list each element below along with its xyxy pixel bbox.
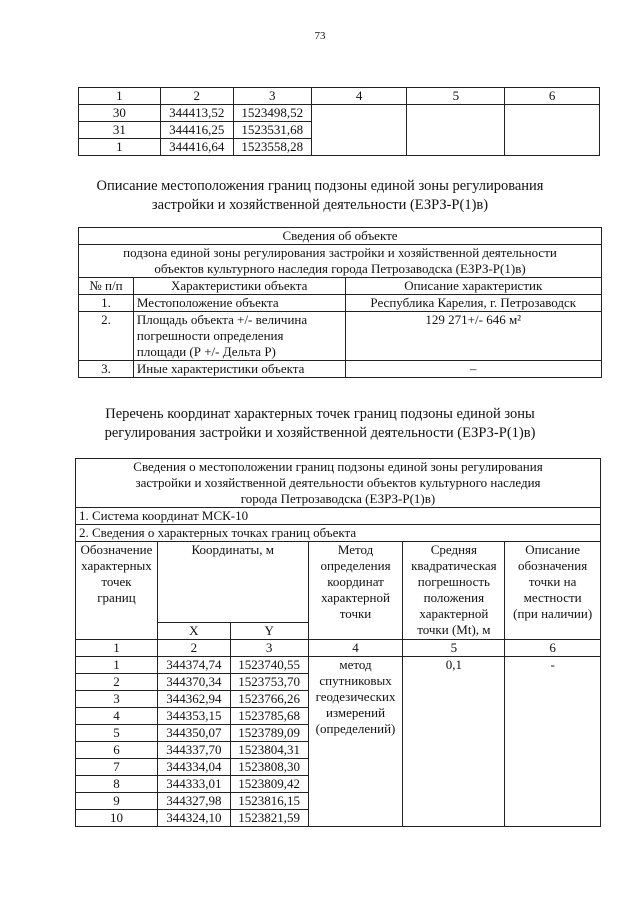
table-row: 2. Площадь объекта +/- величина погрешности определения площади (Р +/- Дельта Р) 129 271+/- 646 м² (79, 312, 602, 361)
coord-table-title: Сведения о местоположении границ подзоны единой зоны регулирования застройки и хозяйственной деятельности объектов культурного наследия города Петрозаводска (ЕЗРЗ-Р(1)в) (76, 459, 601, 508)
table-row: 9 344327,98 1523816,15 (76, 793, 601, 810)
table-row: 6 344337,70 1523804,31 (76, 742, 601, 759)
method-cell: метод спутниковых геодезических измерений (определений) (308, 657, 403, 827)
table-row: 7 344334,04 1523808,30 (76, 759, 601, 776)
section-heading-1: Описание местоположения границ подзоны единой зоны регулирования застройки и хозяйственной деятельности (ЕЗРЗ-Р(1)в) (96, 178, 544, 213)
section-heading-2: Перечень координат характерных точек границ подзоны единой зоны регулирования застройки и хозяйственной деятельности (ЕЗРЗ-Р(1)в) (104, 406, 536, 441)
table-row: 1 344374,74 1523740,55 метод спутниковых геодезических измерений (определений) 0,1 - (76, 657, 601, 674)
object-table-subtitle: подзона единой зоны регулирования застройки и хозяйственной деятельности объектов культурного наследия города Петрозаводска (ЕЗРЗ-Р(1)в) (79, 245, 602, 278)
page-number: 73 (314, 30, 326, 42)
table-row: 2 344370,34 1523753,70 (76, 674, 601, 691)
header-cell: 3 (233, 88, 311, 105)
table-header-row: Обозначение характерных точек границ Координаты, м Метод определения координат характерной точки Средняя квадратическая погрешность положения характерной точки (Mt), м Описание обозначения точки на местности (при наличии) (76, 542, 601, 623)
description-cell: - (505, 657, 601, 827)
coordinates-table: Сведения о местоположении границ подзоны единой зоны регулирования застройки и хозяйственной деятельности объектов культурного наследия города Петрозаводска (ЕЗРЗ-Р(1)в) 1. Система координат МСК-10 2. Сведения о характерных точках границ объекта Обозначение характерных точек границ Координаты, м Метод определения координат характерной точки Средняя квадратическая погрешность положения характерной точки (Mt), м Описание обозначения точки на местности (при наличии) X Y 1 2 3 4 5 6 1 344374,74 1523740,55 метод спутниковых геодезических измерений (определений) 0,1 - 2 344370,34 1523753,70 3 344362,94 1523766,26 4 344353,15 1523785,68 5 344350,07 1523789,09 6 344337,70 1523804,31 7 344334,04 1523808,30 8 344333,01 1523809,42 9 344327,98 1523816,15 10 344324,10 1523821,59 (75, 458, 601, 827)
accuracy-cell: 0,1 (403, 657, 505, 827)
table-row: 3 344362,94 1523766,26 (76, 691, 601, 708)
column-number-row: 1 2 3 4 5 6 (76, 640, 601, 657)
table-row: 4 344353,15 1523785,68 (76, 708, 601, 725)
object-table-title: Сведения об объекте (79, 228, 602, 245)
table-header-row (79, 88, 600, 105)
header-cell: 5 (407, 88, 505, 105)
table-row: 10 344324,10 1523821,59 (76, 810, 601, 827)
continuation-table (78, 87, 600, 156)
table-row: 1. Местоположение объекта Республика Карелия, г. Петрозаводск (79, 295, 602, 312)
header-cell: 1 (79, 88, 161, 105)
points-header: 2. Сведения о характерных точках границ объекта (76, 525, 601, 542)
table-row: 3. Иные характеристики объекта – (79, 361, 602, 378)
table-row: 30 344413,52 1523498,52 (79, 105, 600, 122)
header-cell: 4 (311, 88, 407, 105)
coordinate-system: 1. Система координат МСК-10 (76, 508, 601, 525)
table-row: 1 344416,64 1523558,28 (79, 139, 600, 156)
table-row: 8 344333,01 1523809,42 (76, 776, 601, 793)
header-cell: 6 (505, 88, 600, 105)
object-info-table (78, 227, 602, 378)
table-header-row: № п/п Характеристики объекта Описание характеристик (79, 278, 602, 295)
table-row: 5 344350,07 1523789,09 (76, 725, 601, 742)
header-cell: 2 (160, 88, 233, 105)
table-row: 31 344416,25 1523531,68 (79, 122, 600, 139)
